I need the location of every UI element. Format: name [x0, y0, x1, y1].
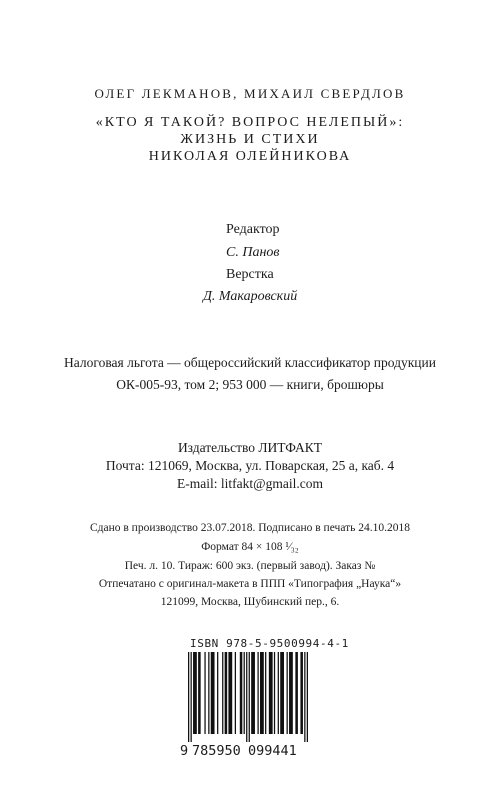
print-dates: Сдано в производство 23.07.2018. Подписано в печать 24.10.2018 — [89, 522, 411, 534]
barcode-bar — [198, 652, 201, 734]
barcode-bar — [217, 652, 218, 734]
barcode-bar — [251, 652, 255, 734]
barcode-bar — [269, 652, 273, 734]
barcode-bar — [188, 652, 189, 742]
print-format: Формат 84 × 108 ¹⁄₃₂ — [201, 541, 299, 553]
layout-label: Верстка — [226, 267, 274, 282]
book-title-line-3: НИКОЛАЯ ОЛЕЙНИКОВА — [148, 149, 352, 164]
authors: ОЛЕГ ЛЕКМАНОВ, МИХАИЛ СВЕРДЛОВ — [94, 86, 406, 101]
barcode-bar — [257, 652, 258, 734]
barcode-bar — [246, 652, 247, 742]
barcode-bar — [300, 652, 303, 734]
publisher-email: E-mail: litfakt@gmail.com — [177, 476, 323, 491]
barcode-bar — [249, 652, 250, 742]
barcode-bar — [304, 652, 305, 742]
barcode-bar — [191, 652, 192, 742]
printer-address: 121099, Москва, Шубинский пер., 6. — [160, 596, 340, 608]
tax-note-line-1: Налоговая льгота — общероссийский классификатор продукции — [64, 355, 436, 370]
print-run: Печ. л. 10. Тираж: 600 экз. (первый завод). Заказ № — [124, 560, 376, 572]
barcode-bar — [244, 652, 245, 734]
book-title-line-2: ЖИЗНЬ И СТИХИ — [180, 132, 320, 147]
barcode-bar — [274, 652, 275, 734]
barcode-digit-first: 9 — [180, 743, 189, 759]
barcode-bar — [208, 652, 209, 734]
barcode-bar — [204, 652, 205, 734]
editor-label: Редактор — [226, 222, 280, 237]
editor-name: С. Панов — [226, 245, 280, 260]
publisher-address: Почта: 121069, Москва, ул. Поварская, 25 а, каб. 4 — [105, 458, 395, 473]
barcode-bar — [211, 652, 215, 734]
barcode-bar — [235, 652, 236, 734]
barcode-bar — [265, 652, 266, 734]
barcode-bar — [193, 652, 197, 734]
book-title-line-1: «КТО Я ТАКОЙ? ВОПРОС НЕЛЕПЫЙ»: — [95, 115, 405, 130]
barcode-bar — [295, 652, 298, 734]
barcode-bar — [289, 652, 293, 734]
layout-name: Д. Макаровский — [203, 289, 298, 304]
barcode-bar — [280, 652, 284, 734]
barcode-bar — [228, 652, 232, 734]
barcode-bar — [278, 652, 279, 734]
barcode-image — [188, 652, 308, 742]
printer-name: Отпечатано с оригинал-макета в ППП «Типография „Наука“» — [98, 578, 402, 590]
isbn-label: ISBN 978-5-9500994-4-1 — [190, 637, 349, 650]
barcode-bar — [307, 652, 308, 742]
barcode-bar — [287, 652, 288, 734]
barcode-bar — [240, 652, 243, 734]
publisher-name: Издательство ЛИТФАКТ — [177, 440, 323, 455]
barcode-bar — [222, 652, 223, 734]
barcode-bar — [260, 652, 264, 734]
barcode-digits-right: 099441 — [248, 743, 297, 759]
barcode-digits-left: 785950 — [192, 743, 241, 759]
barcode-bar — [225, 652, 228, 734]
tax-note-line-2: ОК-005-93, том 2; 953 000 — книги, брошюры — [116, 377, 384, 392]
